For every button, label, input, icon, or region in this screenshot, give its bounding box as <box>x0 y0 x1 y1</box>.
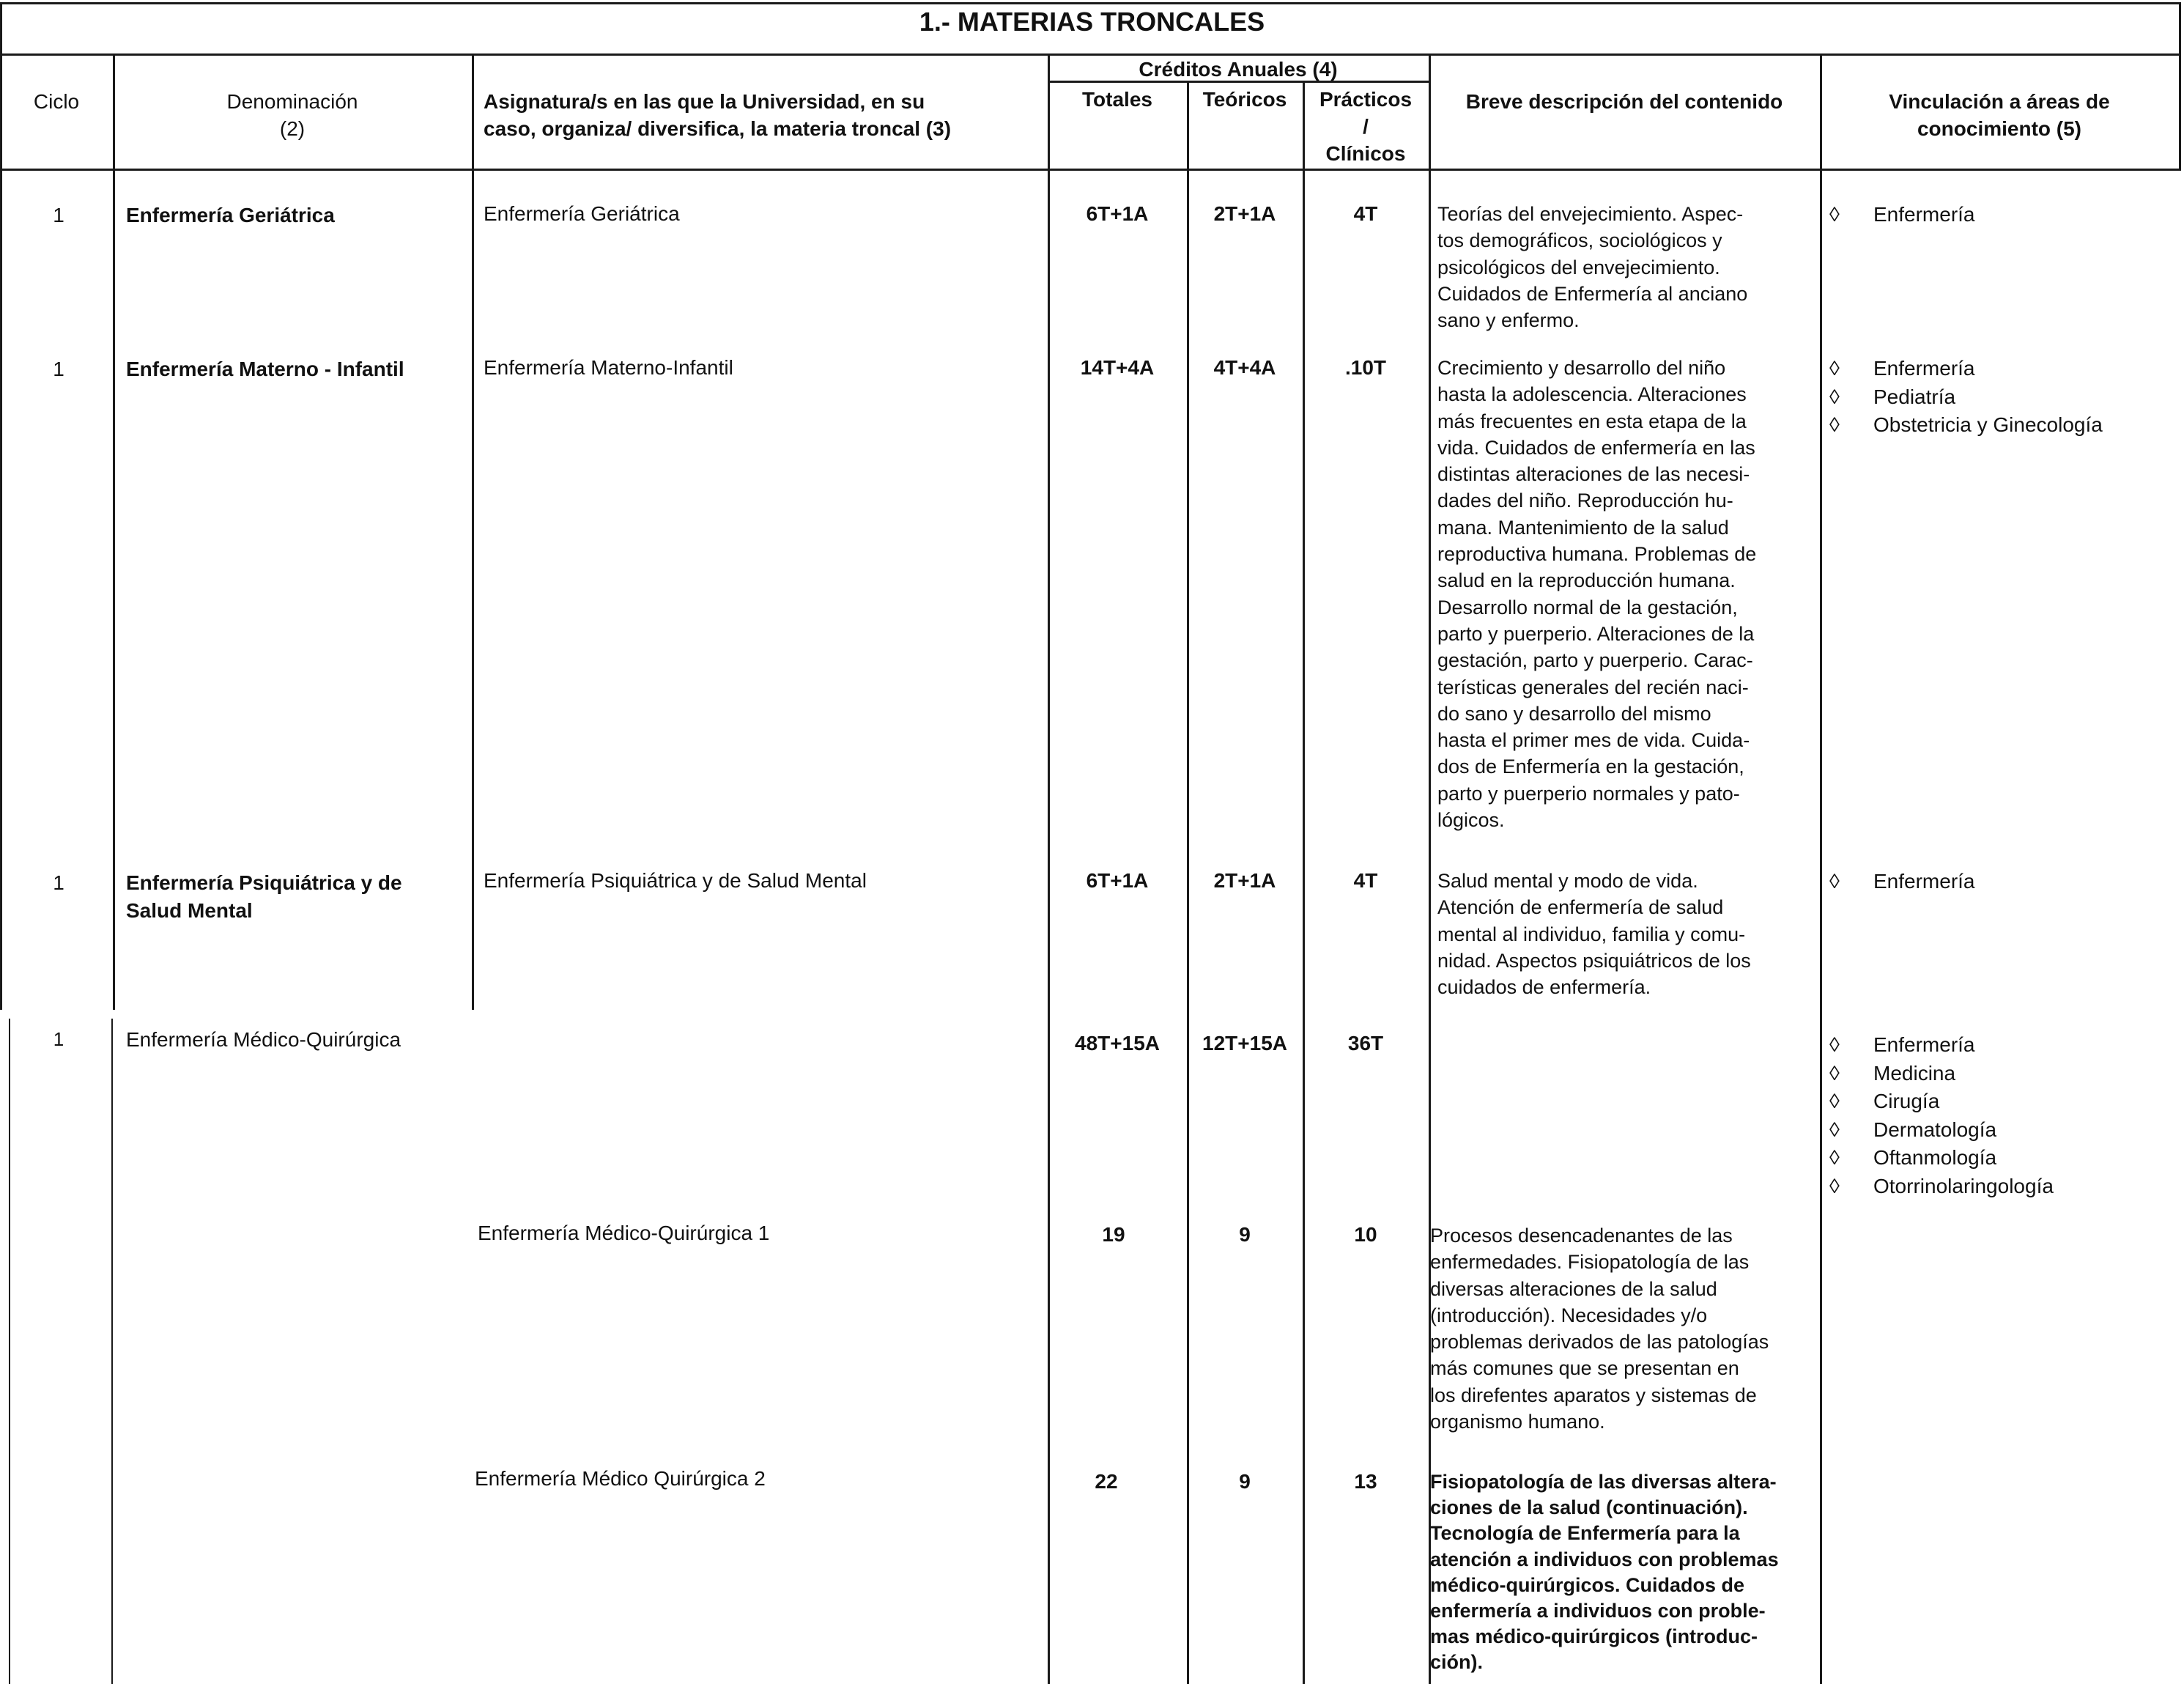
subrow-1-asignatura: Enfermería Médico-Quirúrgica 1 <box>478 1222 770 1244</box>
subrow-1-descripcion-line: diversas alteraciones de la salud <box>1430 1277 1717 1300</box>
subrow-1-descripcion <box>1430 1222 1808 1435</box>
subrow-2-descripcion-line: ciones de la salud (continuación). <box>1430 1496 1748 1519</box>
row-2-descripcion-line: hasta el primer mes de vida. Cuida- <box>1437 729 1750 752</box>
subrow-2-asignatura: Enfermería Médico Quirúrgica 2 <box>475 1467 766 1490</box>
subrow-1-descripcion-line: los direfentes aparatos y sistemas de <box>1430 1384 1757 1406</box>
row-2-descripcion-line: do sano y desarrollo del mismo <box>1437 702 1711 725</box>
row-4-teoricos: 12T+15A <box>1202 1032 1287 1055</box>
row-1-practicos: 4T <box>1353 202 1378 225</box>
diamond-bullet-icon: ◊ <box>1829 870 1840 893</box>
area-label: Enfermería <box>1873 203 1975 226</box>
row-1-descripcion <box>1437 201 1808 333</box>
row-2-descripcion-line: reproductiva humana. Problemas de <box>1437 543 1757 566</box>
header-practicos-line1: Prácticos <box>1319 88 1413 111</box>
row-3-asignatura: Enfermería Psiquiátrica y de Salud Mental <box>484 869 867 892</box>
row-1-descripcion-line: psicológicos del envejecimiento. <box>1437 256 1720 278</box>
row-4-denominacion: Enfermería Médico-Quirúrgica <box>126 1028 401 1051</box>
area-list-item <box>1829 201 1975 229</box>
row-2-descripcion-line: dades del niño. Reproducción hu- <box>1437 490 1733 512</box>
subrow-2-descripcion-line: médico-quirúrgicos. Cuidados de <box>1430 1573 1745 1596</box>
header-practicos-line3: Clínicos <box>1325 142 1406 165</box>
diamond-bullet-icon: ◊ <box>1829 1090 1840 1112</box>
subrow-1-descripcion-line: organismo humano. <box>1430 1411 1605 1433</box>
row-1-teoricos: 2T+1A <box>1213 202 1276 225</box>
subrow-2-teoricos: 9 <box>1239 1470 1251 1493</box>
row-2-descripcion-line: terísticas generales del recién naci- <box>1437 676 1749 698</box>
row-2-descripcion-line: lógicos. <box>1437 809 1505 832</box>
row-3-ciclo: 1 <box>53 871 64 894</box>
row-3-descripcion-line: Atención de enfermería de salud <box>1437 896 1724 919</box>
area-list-item <box>1829 411 2103 440</box>
row-2-descripcion-line: vida. Cuidados de enfermería en las <box>1437 436 1755 459</box>
row-3-teoricos: 2T+1A <box>1213 869 1276 892</box>
subrow-1-descripcion-line: Procesos desencadenantes de las <box>1430 1225 1733 1247</box>
subrow-1-totales: 19 <box>1102 1223 1125 1246</box>
header-practicos-line2: / <box>1363 115 1369 138</box>
row-3-areas <box>1829 868 1975 896</box>
row-3-totales: 6T+1A <box>1086 869 1149 892</box>
row-2-descripcion-line: hasta la adolescencia. Alteraciones <box>1437 383 1747 406</box>
row-2-teoricos: 4T+4A <box>1213 356 1276 379</box>
subrow-2-descripcion-line: Fisiopatología de las diversas altera- <box>1430 1471 1777 1493</box>
area-list-item <box>1829 868 1975 896</box>
diamond-bullet-icon: ◊ <box>1829 385 1840 408</box>
section-title: 1.- MATERIAS TRONCALES <box>919 7 1265 37</box>
row-2-asignatura: Enfermería Materno-Infantil <box>484 356 733 379</box>
row-2-denominacion: Enfermería Materno - Infantil <box>126 358 404 380</box>
header-asignaturas-line1: Asignatura/s en las que la Universidad, en su <box>484 90 925 113</box>
col-divider-denominacion <box>472 53 474 1010</box>
area-label: Otorrinolaringología <box>1873 1174 2054 1197</box>
header-descripcion: Breve descripción del contenido <box>1465 90 1783 113</box>
diamond-bullet-icon: ◊ <box>1829 413 1840 436</box>
area-label: Pediatría <box>1873 385 1956 408</box>
subrow-2-descripcion-line: ción). <box>1430 1651 1483 1674</box>
diamond-bullet-icon: ◊ <box>1829 1146 1840 1169</box>
row-1-descripcion-line: Teorías del envejecimiento. Aspec- <box>1437 203 1744 225</box>
subrow-2-descripcion-line: Tecnología de Enfermería para la <box>1430 1522 1740 1545</box>
row-2-descripcion-line: Crecimiento y desarrollo del niño <box>1437 357 1726 379</box>
area-list-item <box>1829 383 2103 412</box>
row-1-descripcion-line: Cuidados de Enfermería al anciano <box>1437 282 1748 305</box>
row-2-descripcion-line: mana. Mantenimiento de la salud <box>1437 516 1729 539</box>
row-4-practicos: 36T <box>1347 1032 1384 1055</box>
row-2-areas <box>1829 355 2103 440</box>
subrow-1-descripcion-line: problemas derivados de las patologías <box>1430 1331 1769 1354</box>
row-2-descripcion-line: más frecuentes en esta etapa de la <box>1437 410 1747 432</box>
area-label: Obstetricia y Ginecología <box>1873 413 2103 436</box>
area-label: Cirugía <box>1873 1090 1940 1112</box>
subrow-2-practicos: 13 <box>1354 1470 1377 1493</box>
row-2-descripcion-line: parto y puerperio. Alteraciones de la <box>1437 622 1755 645</box>
row-4-totales: 48T+15A <box>1075 1032 1160 1055</box>
header-denominacion-line2: (2) <box>279 117 306 140</box>
col-divider-ciclo <box>113 53 115 1010</box>
row-2-totales: 14T+4A <box>1080 356 1155 379</box>
area-list-item <box>1829 1087 2054 1116</box>
diamond-bullet-icon: ◊ <box>1829 1061 1840 1085</box>
diamond-bullet-icon: ◊ <box>1829 203 1840 226</box>
subrow-2-descripcion <box>1430 1469 1804 1676</box>
area-list-item <box>1829 1060 2054 1088</box>
area-list-item <box>1829 1031 2054 1060</box>
area-list-item <box>1829 355 2103 383</box>
row-2-descripcion <box>1437 355 1808 833</box>
row-4-ciclo: 1 <box>53 1028 64 1050</box>
col-divider-ciclo-lower <box>9 1019 10 1684</box>
row-3-practicos: 4T <box>1353 869 1378 892</box>
row-1-ciclo: 1 <box>53 204 64 226</box>
row-2-descripcion-line: parto y puerperio normales y pato- <box>1437 782 1740 805</box>
row-2-descripcion-line: salud en la reproducción humana. <box>1437 569 1736 592</box>
row-1-denominacion: Enfermería Geriátrica <box>126 204 335 226</box>
area-label: Enfermería <box>1873 870 1975 893</box>
subrow-2-totales: 22 <box>1095 1470 1118 1493</box>
diamond-bullet-icon: ◊ <box>1829 1174 1840 1197</box>
row-1-areas <box>1829 201 1975 229</box>
header-vinculacion-line2: conocimiento (5) <box>1917 117 2081 140</box>
row-3-descripcion-line: Salud mental y modo de vida. <box>1437 870 1698 892</box>
area-list-item <box>1829 1144 2054 1172</box>
area-label: Oftanmología <box>1873 1146 1997 1169</box>
area-label: Enfermería <box>1873 357 1975 380</box>
area-label: Dermatología <box>1873 1118 1997 1141</box>
subrow-1-teoricos: 9 <box>1239 1223 1251 1246</box>
row-2-descripcion-line: distintas alteraciones de las necesi- <box>1437 463 1750 486</box>
row-3-descripcion-line: nidad. Aspectos psiquiátricos de los <box>1437 949 1751 972</box>
subrow-1-practicos: 10 <box>1354 1223 1377 1246</box>
area-list-item <box>1829 1116 2054 1145</box>
diamond-bullet-icon: ◊ <box>1829 357 1840 380</box>
header-creditos-anuales: Créditos Anuales (4) <box>1139 58 1338 81</box>
row-2-descripcion-line: gestación, parto y puerperio. Carac- <box>1437 649 1753 672</box>
row-3-descripcion-line: mental al individuo, familia y comu- <box>1437 923 1746 945</box>
row-1-descripcion-line: sano y enfermo. <box>1437 309 1580 332</box>
area-label: Medicina <box>1873 1061 1956 1085</box>
subrow-1-descripcion-line: (introducción). Necesidades y/o <box>1430 1304 1708 1326</box>
subrow-1-descripcion-line: enfermedades. Fisiopatología de las <box>1430 1251 1750 1274</box>
row-2-descripcion-line: Desarrollo normal de la gestación, <box>1437 596 1738 618</box>
header-asignaturas-line2: caso, organiza/ diversifica, la materia troncal (3) <box>484 117 952 140</box>
subrow-2-descripcion-line: enfermería a individuos con proble- <box>1430 1600 1766 1622</box>
row-2-ciclo: 1 <box>53 358 64 380</box>
subrow-2-descripcion-line: mas médico-quirúrgicos (introduc- <box>1430 1625 1758 1648</box>
col-divider-descripcion <box>1820 53 1822 1684</box>
row-3-descripcion <box>1437 868 1808 1000</box>
header-vinculacion-line1: Vinculación a áreas de <box>1889 90 2110 113</box>
table-left-border <box>0 2 2 1010</box>
header-ciclo: Ciclo <box>33 90 80 113</box>
row-3-denominacion-line1: Enfermería Psiquiátrica y de <box>126 871 402 894</box>
row-4-areas <box>1829 1031 2054 1200</box>
subrow-1-descripcion-line: más comunes que se presentan en <box>1430 1357 1739 1380</box>
area-label: Enfermería <box>1873 1033 1975 1056</box>
row-1-totales: 6T+1A <box>1086 202 1149 225</box>
col-divider-practicos <box>1429 53 1431 1684</box>
area-list-item <box>1829 1172 2054 1201</box>
row-3-descripcion-line: cuidados de enfermería. <box>1437 976 1651 999</box>
header-denominacion-line1: Denominación <box>226 90 358 113</box>
subrow-2-descripcion-line: atención a individuos con problemas <box>1430 1548 1779 1570</box>
diamond-bullet-icon: ◊ <box>1829 1033 1840 1056</box>
row-2-descripcion-line: dos de Enfermería en la gestación, <box>1437 756 1744 778</box>
row-1-descripcion-line: tos demográficos, sociológicos y <box>1437 229 1722 252</box>
row-1-asignatura: Enfermería Geriátrica <box>484 202 680 225</box>
row-2-practicos: .10T <box>1344 356 1387 379</box>
header-teoricos: Teóricos <box>1202 88 1287 111</box>
header-bottom-border <box>0 169 2181 171</box>
header-totales: Totales <box>1082 88 1152 111</box>
row-3-denominacion-line2: Salud Mental <box>126 899 253 922</box>
col-divider-denominacion-lower <box>111 1019 113 1684</box>
diamond-bullet-icon: ◊ <box>1829 1118 1840 1141</box>
